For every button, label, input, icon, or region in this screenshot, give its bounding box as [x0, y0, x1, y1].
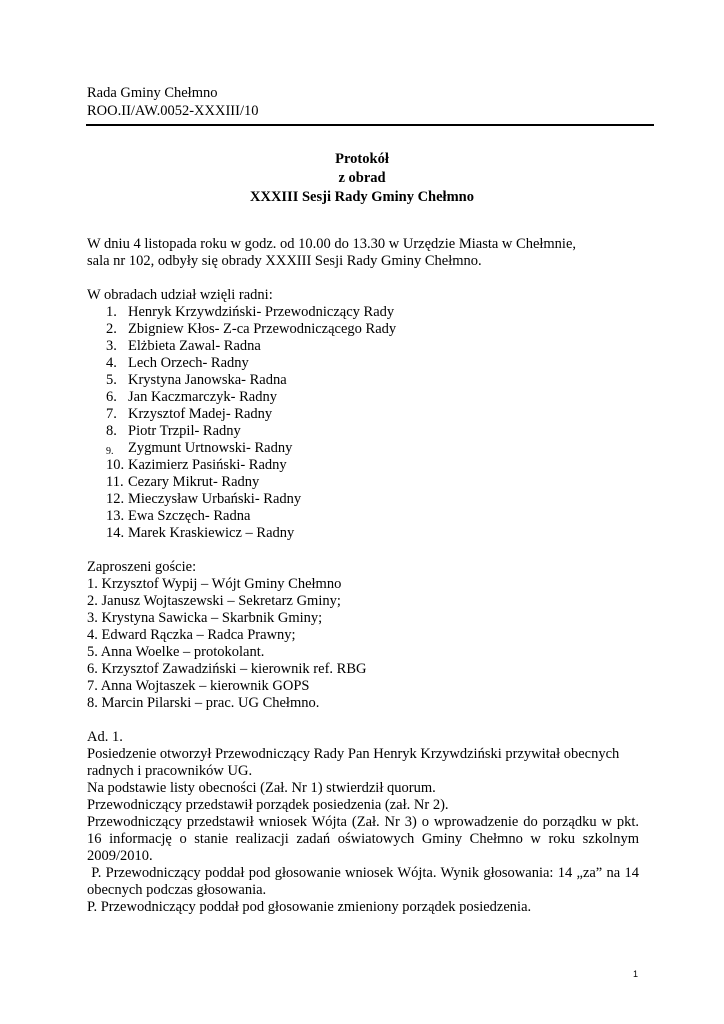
- guest-list-item: 5. Anna Woelke – protokolant.: [87, 644, 265, 660]
- list-item-text: Krystyna Janowska- Radna: [128, 372, 287, 388]
- radny-list-item: [106, 525, 639, 542]
- list-item-number: 8.: [106, 423, 117, 439]
- guest-list-item: 6. Krzysztof Zawadziński – kierownik ref. RBG: [87, 661, 367, 677]
- list-item-text: Jan Kaczmarczyk- Radny: [128, 389, 277, 405]
- list-item-number: 10.: [106, 457, 125, 473]
- guest-list-item: 3. Krystyna Sawicka – Skarbnik Gminy;: [87, 610, 323, 626]
- radny-list-item: [106, 423, 639, 440]
- list-item-number: 3.: [106, 338, 117, 354]
- guest-list-item: 7. Anna Wojtaszek – kierownik GOPS: [87, 678, 310, 694]
- list-item-text: Lech Orzech- Radny: [128, 355, 249, 371]
- radny-list-item: [106, 372, 639, 389]
- reference-number: ROO.II/AW.0052-XXXIII/10: [87, 103, 259, 119]
- radny-list-item: [106, 304, 639, 321]
- list-item-number: 4.: [106, 355, 117, 371]
- list-item-number: 5.: [106, 372, 117, 388]
- list-item-number: 6.: [106, 389, 117, 405]
- radni-list: [87, 304, 639, 542]
- list-item-number: 7.: [106, 406, 117, 422]
- list-item-number: 2.: [106, 321, 117, 337]
- document-title: [87, 150, 637, 207]
- goscie-heading: Zaproszeni goście:: [87, 559, 197, 575]
- ad1-paragraph-4: Przewodniczący przedstawił wniosek Wójta (Zał. Nr 3) o wprowadzenie do porządku w pkt. 16 informację o stanie realizacji zadań oświatowych Gminy Chełmno w roku szkolnym 2009/2010.: [87, 814, 639, 864]
- radny-list-item: [106, 389, 639, 406]
- page-number: 1: [633, 969, 639, 979]
- list-item-text: Cezary Mikrut- Radny: [128, 474, 260, 490]
- list-item-number: 1.: [106, 304, 117, 320]
- title-line-1: Protokół: [335, 151, 389, 167]
- radny-list-item: [106, 338, 639, 355]
- document-body: [87, 236, 643, 916]
- list-item-text: Krzysztof Madej- Radny: [128, 406, 273, 422]
- list-item-number: 11.: [106, 474, 124, 490]
- list-item-number: 9.: [106, 446, 114, 457]
- list-item-number: 13.: [106, 508, 125, 524]
- goscie-list: [87, 576, 639, 712]
- council-name: Rada Gminy Chełmno: [87, 85, 218, 101]
- radny-list-item: [106, 355, 639, 372]
- guest-list-item: 1. Krzysztof Wypij – Wójt Gminy Chełmno: [87, 576, 342, 592]
- list-item-text: Piotr Trzpil- Radny: [128, 423, 241, 439]
- radny-list-item: [106, 321, 639, 338]
- ad1-paragraph-2: Na podstawie listy obecności (Zał. Nr 1) stwierdził quorum.: [87, 780, 436, 796]
- ad1-paragraph-1b: radnych i pracowników UG.: [87, 763, 253, 779]
- ad1-heading: Ad. 1.: [87, 729, 123, 745]
- guest-list-item: 2. Janusz Wojtaszewski – Sekretarz Gminy;: [87, 593, 341, 609]
- guest-list-item: 4. Edward Rączka – Radca Prawny;: [87, 627, 296, 643]
- intro-line-1: W dniu 4 listopada roku w godz. od 10.00 do 13.30 w Urzędzie Miasta w Chełmnie,: [87, 236, 577, 252]
- list-item-text: Zbigniew Kłos- Z-ca Przewodniczącego Rady: [128, 321, 397, 337]
- radni-heading: W obradach udział wzięli radni:: [87, 287, 273, 303]
- ad1-paragraph-5: P. Przewodniczący poddał pod głosowanie wniosek Wójta. Wynik głosowania: 14 „za” na 14 obecnych podczas głosowania.: [87, 865, 643, 898]
- title-line-2: z obrad: [338, 170, 386, 186]
- list-item-number: 14.: [106, 525, 125, 541]
- list-item-text: Mieczysław Urbański- Radny: [128, 491, 302, 507]
- guest-list-item: 8. Marcin Pilarski – prac. UG Chełmno.: [87, 695, 320, 711]
- list-item-text: Elżbieta Zawal- Radna: [128, 338, 261, 354]
- radny-list-item: [106, 440, 639, 457]
- list-item-text: Ewa Szczęch- Radna: [128, 508, 251, 524]
- ad1-paragraph-6: P. Przewodniczący poddał pod głosowanie zmieniony porządek posiedzenia.: [87, 899, 532, 915]
- list-item-text: Henryk Krzywdziński- Przewodniczący Rady: [128, 304, 395, 320]
- ad1-paragraph-3: Przewodniczący przedstawił porządek posiedzenia (zał. Nr 2).: [87, 797, 449, 813]
- ad1-paragraph-1a: Posiedzenie otworzył Przewodniczący Rady Pan Henryk Krzywdziński przywitał obecnych: [87, 746, 620, 762]
- radny-list-item: [106, 508, 639, 525]
- radny-list-item: [106, 406, 639, 423]
- radny-list-item: [106, 491, 639, 508]
- list-item-text: Kazimierz Pasiński- Radny: [128, 457, 287, 473]
- list-item-text: Zygmunt Urtnowski- Radny: [128, 440, 293, 456]
- radny-list-item: [106, 457, 639, 474]
- title-line-3: XXXIII Sesji Rady Gminy Chełmno: [250, 189, 474, 205]
- list-item-text: Marek Kraskiewicz – Radny: [128, 525, 295, 541]
- header-rule: [86, 124, 654, 126]
- document-header: [87, 84, 258, 120]
- radny-list-item: [106, 474, 639, 491]
- intro-line-2: sala nr 102, odbyły się obrady XXXIII Sesji Rady Gminy Chełmno.: [87, 253, 482, 269]
- list-item-number: 12.: [106, 491, 125, 507]
